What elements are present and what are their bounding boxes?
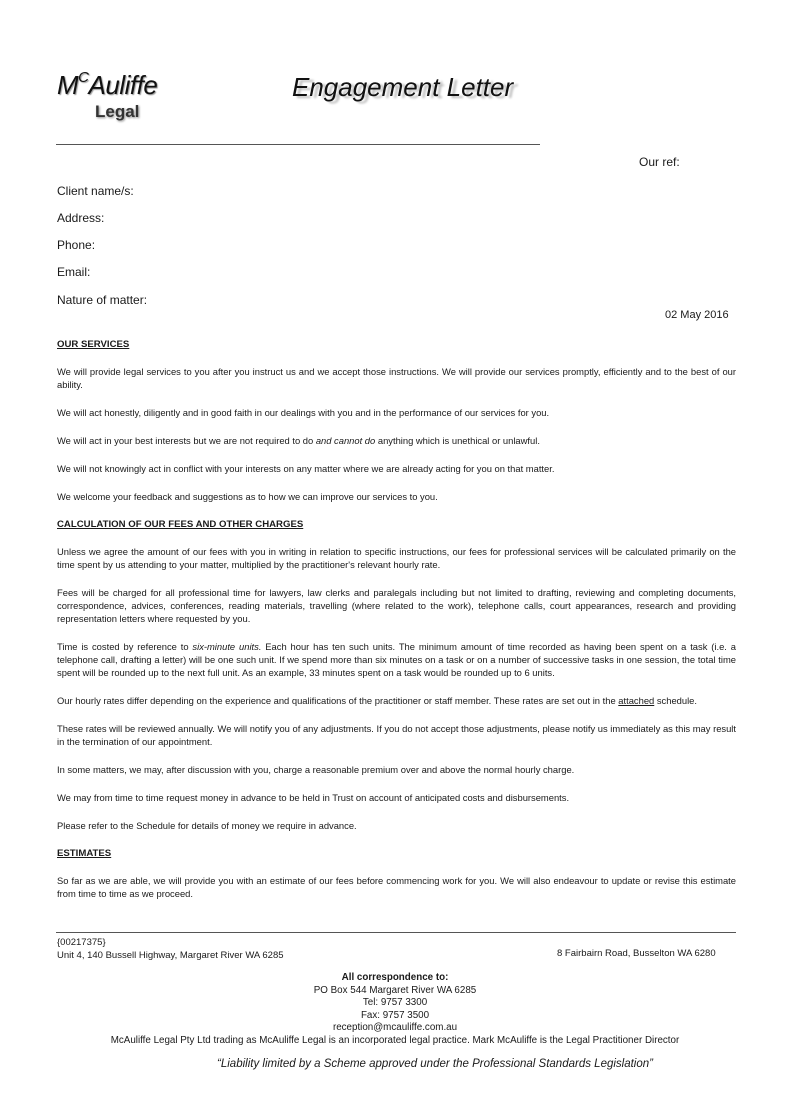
- letter-body: [57, 338, 736, 915]
- header-divider: [56, 144, 540, 145]
- services-paragraph: We will act in your best interests but we are not required to do and cannot do anything which is unethical or unlawful.: [57, 435, 540, 446]
- fees-paragraph: Fees will be charged for all professional time for lawyers, law clerks and paralegals including but not limited to drafting, reviewing and completing documents, correspondence, advices, conferences, reading materials, travelling (where related to the work), telephone calls, court appearances, research and providing representation letters where requested by you.: [57, 587, 736, 624]
- address-busselton: 8 Fairbairn Road, Busselton WA 6280: [557, 948, 716, 959]
- fees-paragraph: In some matters, we may, after discussion with you, charge a reasonable premium over and above the normal hourly charge.: [57, 764, 575, 775]
- fees-paragraph: Our hourly rates differ depending on the experience and qualifications of the practitioner or staff member. These rates are set out in the attached schedule.: [57, 695, 697, 706]
- field-address: Address:: [57, 211, 105, 225]
- footer-divider: [56, 932, 736, 933]
- logo-name: Auliffe: [88, 70, 158, 100]
- telephone: Tel: 9757 3300: [362, 997, 428, 1008]
- services-paragraph: We welcome your feedback and suggestions as to how we can improve our services to you.: [57, 491, 438, 502]
- fees-paragraph: Unless we agree the amount of our fees with you in writing in relation to specific instructions, our fees for professional services will be calculated primarily on the time spent by us attending to your matter, multiplied by the practitioner's relevant hourly rate.: [57, 546, 736, 570]
- fees-paragraph: These rates will be reviewed annually. We will notify you of any adjustments. If you do not accept those adjustments, please notify us immediately as this may result in the termination of our appointment.: [57, 723, 736, 747]
- field-client-names: Client name/s:: [57, 184, 134, 198]
- field-nature-of-matter: Nature of matter:: [57, 293, 148, 307]
- services-paragraph: We will not knowingly act in conflict with your interests on any matter where we are already acting for you on that matter.: [57, 463, 555, 474]
- entity-statement: McAuliffe Legal Pty Ltd trading as McAuliffe Legal is an incorporated legal practice. Mark McAuliffe is the Legal Practitioner Director: [110, 1034, 680, 1046]
- letter-date: 02 May 2016: [665, 309, 729, 321]
- fax: Fax: 9757 3500: [360, 1009, 430, 1021]
- our-ref-label: Our ref:: [639, 155, 680, 169]
- fees-paragraph: We may from time to time request money in advance to be held in Trust on account of anticipated costs and disbursements.: [57, 792, 570, 803]
- logo-m: M: [57, 70, 79, 100]
- liability-statement: “Liability limited by a Scheme approved under the Professional Standards Legislation”: [217, 1058, 653, 1070]
- heading-our-services: OUR SERVICES: [57, 339, 130, 350]
- page-title: Engagement Letter: [292, 72, 514, 102]
- po-box: PO Box 544 Margaret River WA 6285: [313, 984, 477, 996]
- attached-link: attached: [618, 695, 655, 706]
- field-phone: Phone:: [57, 238, 96, 252]
- field-email: Email:: [57, 265, 91, 279]
- address-margaret-river: Unit 4, 140 Bussell Highway, Margaret River WA 6285: [57, 950, 284, 961]
- fees-paragraph: Please refer to the Schedule for details of money we require in advance.: [57, 820, 357, 831]
- footer-left: [57, 936, 284, 962]
- correspondence-heading: All correspondence to:: [341, 972, 449, 983]
- doc-id: {00217375}: [57, 937, 106, 948]
- logo-sup: C: [78, 69, 89, 87]
- services-paragraph: We will provide legal services to you after you instruct us and we accept those instructions. We will provide our services promptly, efficiently and to the best of our ability.: [57, 366, 736, 390]
- logo-legal: Legal: [95, 102, 140, 121]
- correspondence-block: [0, 972, 790, 1047]
- heading-estimates: ESTIMATES: [57, 848, 112, 859]
- estimates-paragraph: So far as we are able, we will provide you with an estimate of our fees before commencing work for you. We will also endeavour to update or revise this estimate from time to time as we proceed.: [57, 875, 736, 899]
- services-paragraph: We will act honestly, diligently and in good faith in our dealings with you and in the performance of our services for you.: [57, 407, 550, 418]
- fees-paragraph: Time is costed by reference to six-minute units. Each hour has ten such units. The minimum amount of time recorded as having been spent on a task (i.e. a telephone call, drafting a letter) will be one such unit. If we spend more than six minutes on a task or on a number of successive tasks in one session, the total time spent will be rounded up to the next full unit. As an example, 33 minutes spent on a task would be rounded up to 6 units.: [57, 641, 736, 678]
- logo-mcauliffe: [57, 70, 157, 101]
- heading-fees: CALCULATION OF OUR FEES AND OTHER CHARGES: [57, 519, 304, 530]
- email-address: reception@mcauliffe.com.au: [332, 1022, 458, 1033]
